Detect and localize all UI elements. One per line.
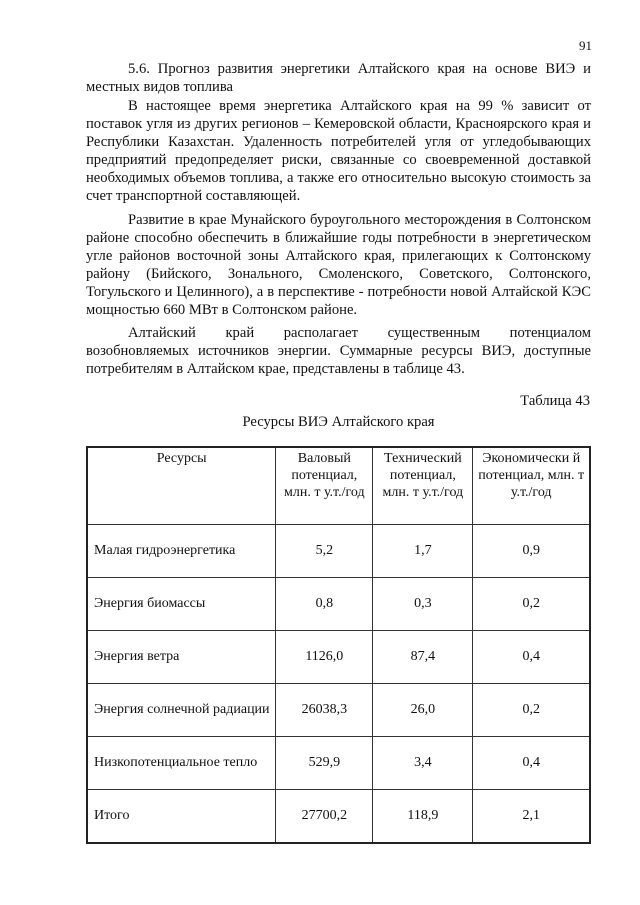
table-row — [87, 578, 590, 631]
row-technical-value: 87,4 — [373, 631, 473, 684]
row-technical-value: 118,9 — [373, 790, 473, 844]
header-economic-potential: Экономически й потенциал, млн. т у.т./год — [473, 447, 590, 525]
table-row — [87, 684, 590, 737]
row-economic-value: 0,9 — [473, 525, 590, 578]
table-title: Ресурсы ВИЭ Алтайского края — [242, 414, 435, 430]
row-technical-value: 26,0 — [373, 684, 473, 737]
row-resource-name: Энергия ветра — [87, 631, 276, 684]
header-resources: Ресурсы — [87, 447, 276, 525]
paragraph-2-text: Развитие в крае Мунайского буроугольного месторождения в Солтонском районе способно обеспечить в ближайшие годы потребности в энергетическом угле районов восточной зоны Алтайского края, прилегающих к Солтонскому району (Бийского, Зонального, Смоленского, Советского, Солтонского, Тогульского и Целинного), а в перспективе - потребности новой Алтайской КЭС мощностью 660 МВт в Солтонском районе. — [86, 212, 591, 318]
row-resource-name: Низкопотенциальное тепло — [87, 737, 276, 790]
resources-table — [86, 446, 591, 844]
row-resource-name: Энергия солнечной радиации — [87, 684, 276, 737]
header-technical-potential: Технический потенциал, млн. т у.т./год — [373, 447, 473, 525]
paragraph-2 — [86, 211, 591, 319]
row-economic-value: 0,2 — [473, 684, 590, 737]
row-technical-value: 0,3 — [373, 578, 473, 631]
table-row — [87, 631, 590, 684]
row-economic-value: 2,1 — [473, 790, 590, 844]
row-resource-name: Энергия биомассы — [87, 578, 276, 631]
row-economic-value: 0,2 — [473, 578, 590, 631]
section-heading-text: 5.6. Прогноз развития энергетики Алтайского края на основе ВИЭ и местных видов топлива — [86, 61, 591, 95]
row-resource-name: Итого — [87, 790, 276, 844]
paragraph-1-text: В настоящее время энергетика Алтайского края на 99 % зависит от поставок угля из других регионов – Кемеровской области, Красноярского края и Республики Казахстан. Удаленность потребителей угля от угледобывающих предприятий предопределяет риски, связанные со своевременной доставкой необходимых объемов топлива, а также его относительно высокую стоимость за счет транспортной составляющей. — [86, 98, 591, 204]
table-row — [87, 525, 590, 578]
row-gross-value: 5,2 — [276, 525, 373, 578]
row-economic-value: 0,4 — [473, 737, 590, 790]
table-row — [87, 737, 590, 790]
row-economic-value: 0,4 — [473, 631, 590, 684]
row-gross-value: 0,8 — [276, 578, 373, 631]
row-resource-name: Малая гидроэнергетика — [87, 525, 276, 578]
table-header-row — [87, 447, 590, 525]
paragraph-3 — [86, 324, 591, 378]
row-gross-value: 26038,3 — [276, 684, 373, 737]
paragraph-3-text: Алтайский край располагает существенным потенциалом возобновляемых источников энергии. Суммарные ресурсы ВИЭ, доступные потребителям в Алтайском крае, представлены в таблице 43. — [86, 325, 591, 377]
header-gross-potential: Валовый потенциал, млн. т у.т./год — [276, 447, 373, 525]
row-technical-value: 1,7 — [373, 525, 473, 578]
page-number: 91 — [579, 38, 592, 53]
row-technical-value: 3,4 — [373, 737, 473, 790]
row-gross-value: 529,9 — [276, 737, 373, 790]
row-gross-value: 1126,0 — [276, 631, 373, 684]
table-row-total — [87, 790, 590, 844]
row-gross-value: 27700,2 — [276, 790, 373, 844]
section-heading — [86, 60, 591, 96]
table-label: Таблица 43 — [520, 393, 590, 409]
paragraph-1 — [86, 97, 591, 205]
